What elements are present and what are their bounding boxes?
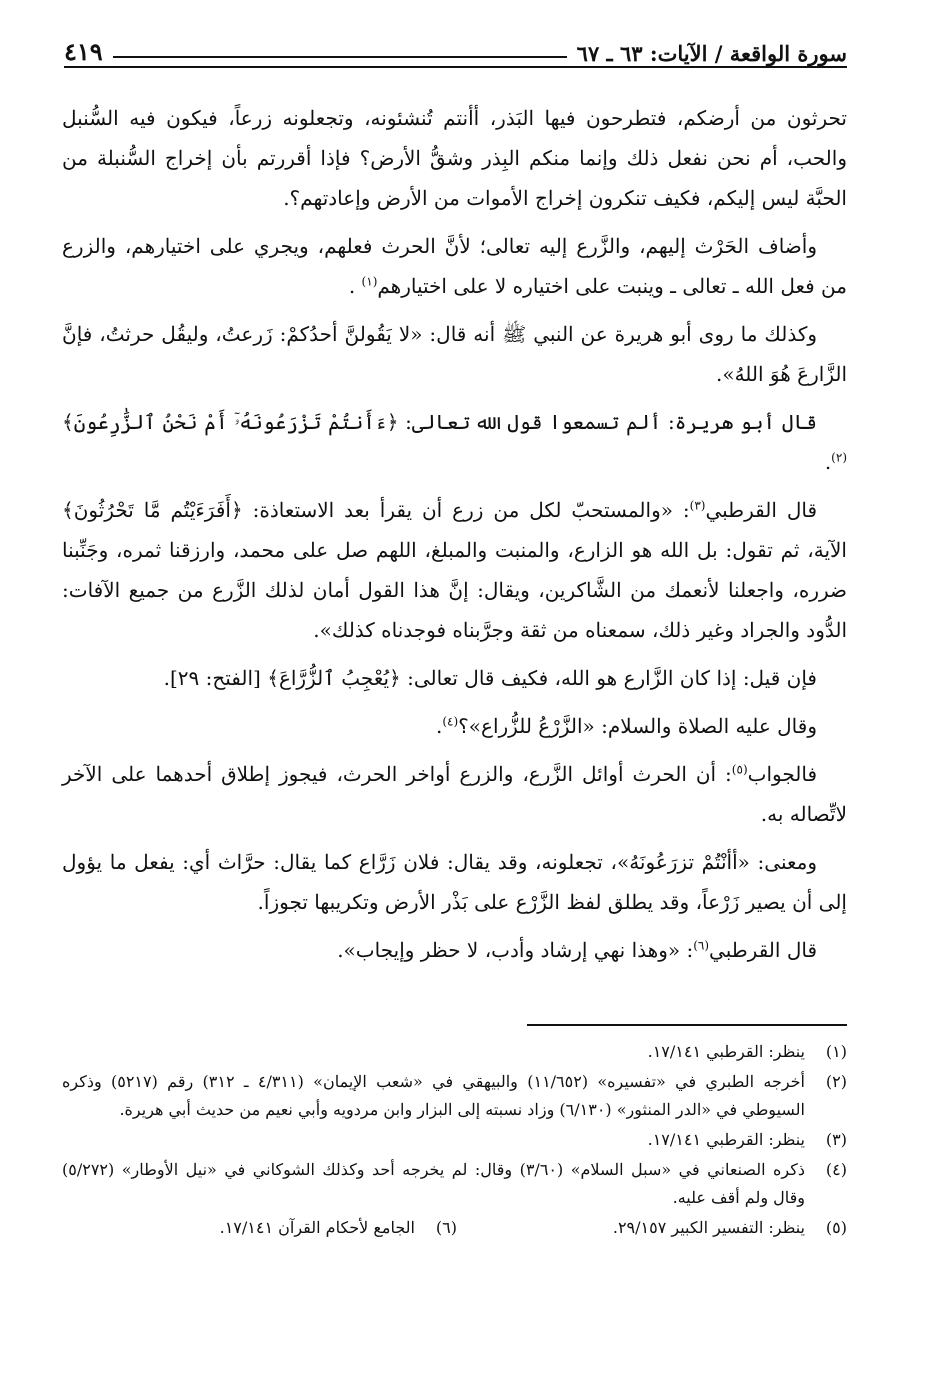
footnote-3 — [62, 1126, 847, 1154]
paragraph-10-text: : «وهذا نهي إرشاد وأدب، لا حظر وإيجاب». — [337, 938, 694, 962]
footnote-text: ينظر: القرطبي ١٧/١٤١. — [647, 1042, 805, 1061]
footnote-text: أخرجه الطبري في «تفسيره» (١١/٦٥٢) والبيهقي في «شعب الإيمان» (٤/٣١١ ـ ٣١٢) رقم (٥٢١٧) وذكره السيوطي في «الدر المنثور» (٦/١٣٠) وزاد نسبته إلى البزار وابن مردويه وأبي نعيم من حديث أبي هريرة. — [62, 1072, 805, 1119]
footnote-number: (٤) — [825, 1160, 847, 1179]
footnote-number: (١) — [825, 1042, 847, 1061]
footnote-separator — [527, 1024, 847, 1026]
paragraph-8 — [62, 754, 847, 834]
footnote-2 — [62, 1068, 847, 1124]
header-title: سورة الواقعة / الآيات: ٦٣ ـ ٦٧ — [576, 41, 847, 66]
paragraph-7-text: وقال عليه الصلاة والسلام: «الزَّرْعُ للزُّراع»؟ — [458, 714, 817, 738]
header-rule — [113, 56, 567, 58]
header-divider — [64, 66, 847, 68]
paragraph-7: وقال عليه الصلاة والسلام: «الزَّرْعُ للزُّراع»؟$^{(٤)}$. — [435, 714, 817, 738]
footnote-ref-2: (٢) — [831, 450, 847, 465]
running-header — [64, 26, 847, 66]
paragraph-4: قال أبو هريرة: ألم تسمعوا قول الله تعالى: ﴿ءَأَنتُمْ تَزْرَعُونَهُۥٓ أَمْ نَحْنُ ٱلزَّٰرِعُونَ﴾$^{(٢)}$. — [62, 410, 847, 474]
paragraph-2: وأضاف الحَرْث إليهم، والزَّرع إليه تعالى؛ لأنَّ الحرث فعلهم، ويجري على اختيارهم، والزرع من فعل الله ـ تعالى ـ وينبت على اختياره لا على اختيارهم$^{(١)}$ . — [62, 234, 847, 298]
paragraph-6: فإن قيل: إذا كان الزَّارع هو الله، فكيف قال تعالى: ﴿يُعْجِبُ ٱلزُّرَّاعَ﴾ [الفتح: ٢٩]. — [163, 666, 817, 690]
footnote-number: (٣) — [825, 1130, 847, 1149]
footnote-number: (٢) — [825, 1072, 847, 1091]
footnote-ref-4: (٤) — [442, 714, 459, 729]
paragraph-4-text: قال أبو هريرة: ألم تسمعوا قول الله تعالى: ﴿ءَأَنتُمْ تَزْرَعُونَهُۥٓ أَمْ نَحْنُ ٱلزَّٰرِعُونَ﴾ — [62, 410, 817, 434]
page-number: ٤١٩ — [64, 37, 103, 66]
footnote-row-5-6 — [62, 1214, 847, 1244]
footnote-ref-1: (١) — [361, 274, 378, 289]
footnote-text: ينظر: التفسير الكبير ٢٩/١٥٧. — [612, 1218, 805, 1237]
footnote-1 — [62, 1038, 847, 1066]
footnote-number: (٥) — [825, 1218, 847, 1237]
footnote-4 — [62, 1156, 847, 1212]
footnote-text: ذكره الصنعاني في «سبل السلام» (٣/٦٠) وقال: لم يخرجه أحد وكذلك الشوكاني في «نيل الأوطار» (٥/٢٧٢) وقال ولم أقف عليه. — [62, 1160, 806, 1207]
footnote-6 — [220, 1214, 457, 1242]
footnote-text: الجامع لأحكام القرآن ١٧/١٤١. — [219, 1218, 415, 1237]
paragraph-1: تحرثون من أرضكم، فتطرحون فيها البَذر، أأنتم تُنشئونه، وتجعلونه زرعاً، فيكون فيه السُّنبل والحب، أم نحن نفعل ذلك وإنما منكم البِذر وشقُّ الأرض؟ فإذا أقررتم بأن إخراج السُّنبلة من الحبَّة ليس إليكم، فكيف تنكرون إخراج الأموات من الأرض وإعادتهم؟. — [62, 106, 847, 210]
paragraph-8-text: : أن الحرث أوائل الزَّرع، والزرع أواخر الحرث، فيجوز إطلاق أحدهما على الآخر لاتِّصاله به. — [62, 762, 847, 826]
footnotes — [62, 1038, 847, 1244]
paragraph-10-lead: قال القرطبي — [709, 938, 817, 962]
footnote-5 — [457, 1214, 847, 1242]
footnote-text: ينظر: القرطبي ١٧/١٤١. — [647, 1130, 805, 1149]
paragraph-2-text: وأضاف الحَرْث إليهم، والزَّرع إليه تعالى؛ لأنَّ الحرث فعلهم، ويجري على اختيارهم، والزرع من فعل الله ـ تعالى ـ وينبت على اختياره لا على اختيارهم — [62, 234, 847, 298]
paragraph-10 — [62, 930, 847, 970]
footnote-number: (٦) — [435, 1218, 457, 1237]
paragraph-8-lead: فالجواب — [747, 762, 817, 786]
footnote-ref-6: (٦) — [693, 938, 710, 953]
paragraph-3: وكذلك ما روى أبو هريرة عن النبي ﷺ أنه قال: «لا يَقُولنَّ أحدُكمْ: زَرعتُ، وليقُل حرثتُ، فإنَّ الزَّارعَ هُوَ اللهُ». — [62, 322, 847, 386]
paragraph-9: ومعنى: «أأنْتُمْ تزرَعُونَهُ»، تجعلونه، وقد يقال: فلان زَرَّاع كما يقال: حرَّاث أي: يفعل ما يؤول إلى أن يصير زَرْعاً، وقد يطلق لفظ الزَّرْع على بَذْر الأرض وتكريبها تجوزاً. — [62, 850, 847, 914]
footnote-ref-5: (٥) — [731, 762, 748, 777]
paragraph-5-text: : «والمستحبّ لكل من زرع أن يقرأ بعد الاستعاذة: ﴿أَفَرَءَيْتُم مَّا تَحْرُثُونَ﴾ الآية، ثم تقول: بل الله هو الزارع، والمنبت والمبلغ، اللهم صل على محمد، وارزقنا ثمره، وجَنِّبنا ضرره، واجعلنا لأنعمك من الشَّاكرين، ويقال: إنَّ هذا القول أمان لذلك الزَّرع من جميع الآفات: الدُّود والجراد وغير ذلك، سمعناه من ثقة وجرَّبناه فوجدناه كذلك». — [62, 498, 847, 642]
paragraph-5-lead: قال القرطبي — [705, 498, 818, 522]
paragraph-5 — [62, 490, 847, 650]
footnote-ref-3: (٣) — [689, 498, 706, 513]
main-text — [62, 98, 847, 978]
